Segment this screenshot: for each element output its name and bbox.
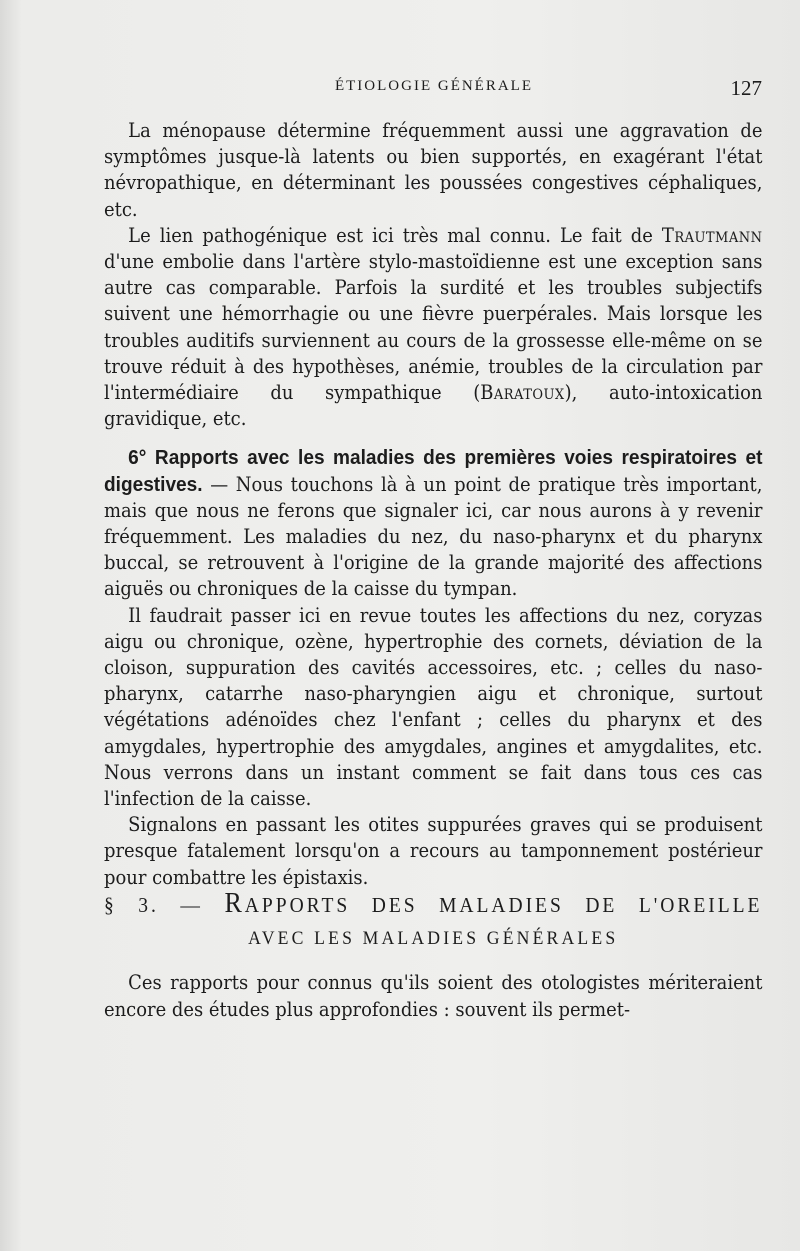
section-title-line2: AVEC LES MALADIES GÉNÉRALES (248, 928, 619, 950)
section-title-rest: APPORTS DES MALADIES DE L'OREILLE (244, 892, 763, 917)
paragraph-text: d'une embolie dans l'artère stylo-mastoïdienne est une exception sans autre cas comparable. Parfois la surdité et les troubles subjectifs suivent une hémorrhagie ou une fièvre puerpérales. Mais lorsque les troubles auditifs surviennent au cours de la grossesse elle-même on se trouve réduit à des hypothèses, anémie, troubles de la circulation par l'intermédiaire du sympathique ( (104, 250, 763, 405)
paragraph-nose-affections: Il faudrait passer ici en revue toutes les affections du nez, coryzas aigu ou chronique, ozène, hypertrophie des cornets, déviation de la cloison, suppuration des cavités accessoires, etc. ; celles du naso-pharynx, catarrhe naso-pharyngien aigu et chronique, surtout végétations adénoïdes chez l'enfant ; celles du pharynx et des amygdales, hypertrophie des amygdales, angines et amygdalites, etc. Nous verrons dans un instant comment se fait dans tous ces cas l'infection de la caisse. (104, 603, 763, 811)
section-heading (104, 887, 763, 952)
paragraph-pathogenic-link (104, 223, 762, 433)
page-number: 127 (730, 76, 762, 100)
paragraph-menopause: La ménopause détermine fréquemment aussi une aggravation de symptômes jusque-là latents ou bien supportés, en exagérant l'état névropathique, en déterminant les poussées congestives céphaliques, etc. (104, 119, 763, 221)
author-name-baratoux: Baratoux (480, 381, 565, 405)
section-dash: — (180, 892, 203, 917)
running-title: ÉTIOLOGIE GÉNÉRALE (334, 78, 534, 94)
paragraph-text: — Nous touchons là à un point de pratique très important, mais que nous ne ferons que signaler ici, car nous aurons à y revenir fréquemment. Les maladies du nez, du naso-pharynx et du pharynx buccal, se retrouvent à l'origine de la grande majorité des affections aiguës ou chroniques de la caisse du tympan. (104, 472, 763, 601)
body-text (104, 118, 762, 1023)
subsection-heading: 6° Rapports avec les maladies des premières voies respiratoires et digestives. (104, 446, 763, 496)
paragraph-closing: Ces rapports pour connus qu'ils soient des otologistes mériteraient encore des études plus approfondies : souvent ils permet- (104, 971, 763, 1021)
paragraph-text: Le lien pathogénique est ici très mal connu. Le fait de (128, 223, 662, 247)
paragraph-suppurated-otitis: Signalons en passant les otites suppurées graves qui se produisent presque fatalement lorsqu'on a recours au tamponnement postérieur pour combattre les épistaxis. (104, 813, 763, 889)
running-header (104, 78, 764, 108)
section-title-line1 (104, 887, 763, 919)
section-title-initial: R (224, 887, 245, 919)
author-name-trautmann: Trautmann (661, 223, 763, 247)
section-number: § 3. (104, 892, 159, 917)
paragraph-respiratory-relations (104, 445, 762, 602)
paragraph-text: ), auto-intoxication gravidique, etc. (104, 381, 763, 431)
